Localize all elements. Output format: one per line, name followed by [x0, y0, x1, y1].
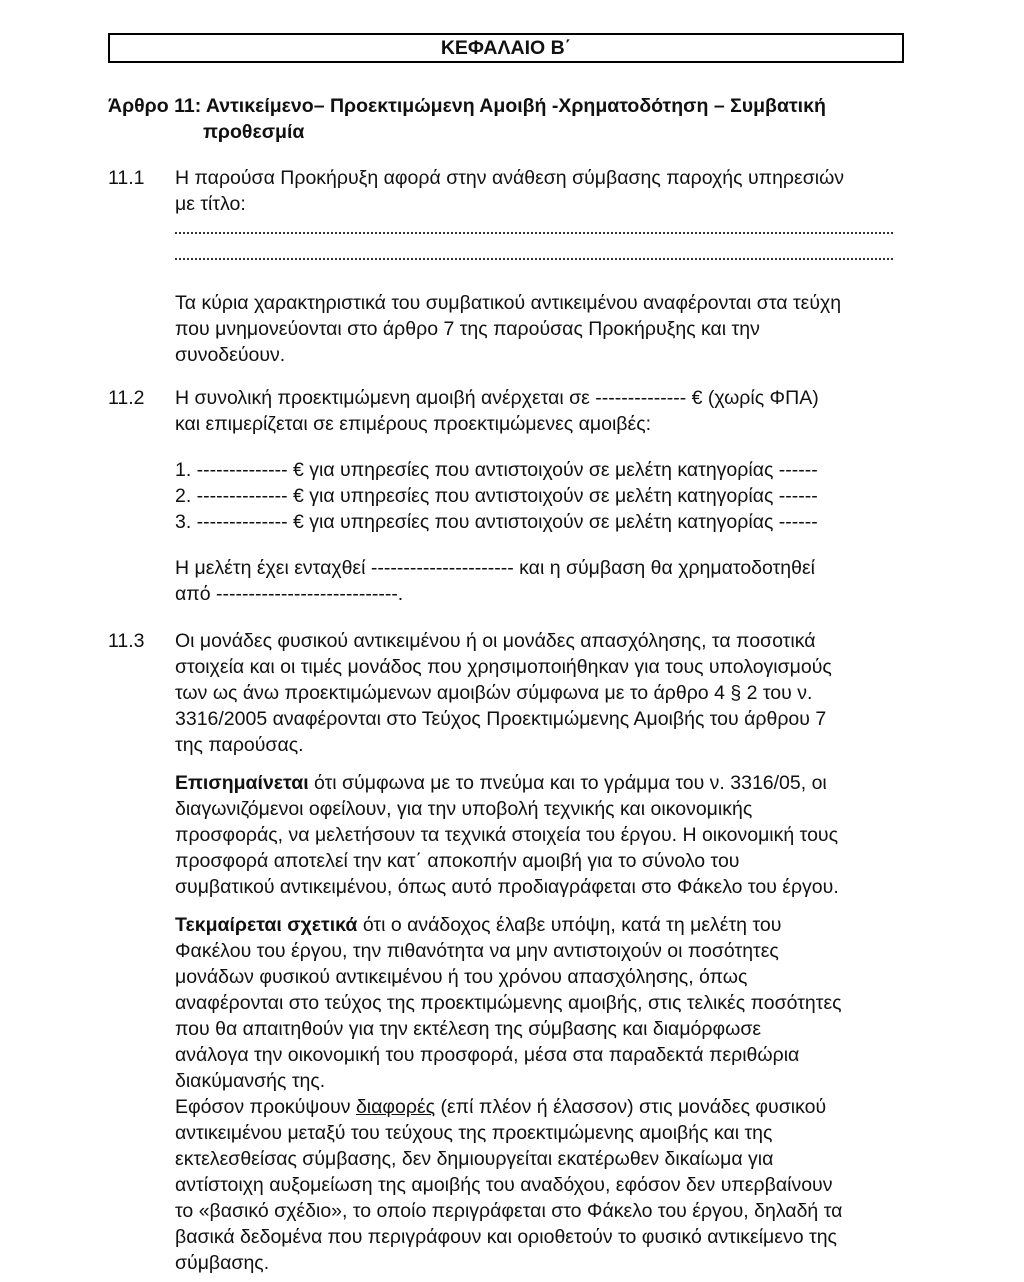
notice-paragraph-line-5: συμβατικού αντικειμένου, όπως αυτό προδιαγράφεται στο Φάκελο του έργου.	[175, 876, 839, 898]
section-11-3-line-1: Οι μονάδες φυσικού αντικειμένου ή οι μονάδες απασχόλησης, τα ποσοτικά	[175, 630, 816, 652]
section-11-1-paragraph-line-2	[175, 316, 905, 342]
notice-paragraph-line-3: προσφοράς, να μελετήσουν τα τεχνικά στοιχεία του έργου. Η οικονομική τους	[175, 824, 838, 846]
section-11-1-paragraph-line-1: Τα κύρια χαρακτηριστικά του συμβατικού αντικειμένου αναφέρονται στα τεύχη	[175, 292, 842, 314]
differences-paragraph-line-2: αντικειμένου μεταξύ του τεύχους της προεκτιμώμενης αμοιβής και της	[175, 1122, 773, 1144]
article-title-line-1: Άρθρο 11: Αντικείμενο– Προεκτιμώμενη Αμοιβή -Χρηματοδότηση – Συμβατική	[108, 95, 826, 117]
funding-line-2: από ----------------------------.	[175, 583, 404, 605]
differences-paragraph-line-4: αντίστοιχη αυξομείωση της αμοιβής του αναδόχου, εφόσον δεν υπερβαίνουν	[175, 1174, 833, 1196]
section-11-1-line-2: με τίτλο:	[175, 193, 246, 215]
title-dotted-line-2	[175, 258, 893, 260]
notice-paragraph-line-2: διαγωνιζόμενοι οφείλουν, για την υποβολή τεχνικής και οικονομικής	[175, 798, 753, 820]
article-title-line-2: προθεσμία	[203, 121, 305, 143]
text: (επί πλέον ή έλασσον) στις μονάδες φυσικού	[440, 1096, 827, 1118]
section-11-2-line-1: Η συνολική προεκτιμώμενη αμοιβή ανέρχεται σε -------------- € (χωρίς ΦΠΑ)	[175, 387, 819, 409]
text: Εφόσον προκύψουν	[175, 1096, 351, 1118]
text: ότι σύμφωνα με το πνεύμα και το γράμμα του ν. 3316/05, οι	[314, 772, 827, 794]
fee-item-3: 3. -------------- € για υπηρεσίες που αντιστοιχούν σε μελέτη κατηγορίας ------	[175, 511, 818, 533]
notice-paragraph-line-1	[175, 770, 827, 796]
differences-paragraph-line-3: εκτελεσθείσας σύμβασης, δεν δημιουργείται εκατέρωθεν δικαίωμα για	[175, 1148, 774, 1170]
presumption-paragraph-line-2: Φακέλου του έργου, την πιθανότητα να μην αντιστοιχούν οι ποσότητες	[175, 940, 779, 962]
section-11-3-line-2: στοιχεία και οι τιμές μονάδος που χρησιμοποιήθηκαν για τους υπολογισμούς	[175, 656, 832, 678]
presumption-paragraph-line-4: αναφέρονται στο τεύχος της προεκτιμώμενης αμοιβής, στις τελικές ποσότητες	[175, 992, 842, 1014]
differences-paragraph-line-1	[175, 1094, 826, 1120]
fee-item-2: 2. -------------- € για υπηρεσίες που αντιστοιχούν σε μελέτη κατηγορίας ------	[175, 485, 818, 507]
presumption-paragraph-line-7: διακύμανσής της.	[175, 1070, 326, 1092]
notice-bold-term: Επισημαίνεται	[175, 772, 309, 794]
section-11-3-line-3: των ως άνω προεκτιμώμενων αμοιβών σύμφωνα με το άρθρο 4 § 2 του ν.	[175, 682, 813, 704]
notice-paragraph-line-4: προσφορά αποτελεί την κατ΄ αποκοπήν αμοιβή για το σύνολο του	[175, 850, 740, 872]
section-number-11-2: 11.2	[108, 387, 145, 409]
differences-paragraph-line-7: σύμβασης.	[175, 1252, 270, 1274]
differences-paragraph-line-5: το «βασικό σχέδιο», το οποίο περιγράφεται στο Φάκελο του έργου, δηλαδή τα	[175, 1200, 843, 1222]
title-dotted-line-1	[175, 232, 893, 234]
presumption-paragraph-line-3: μονάδων φυσικού αντικειμένου ή του χρόνου απασχόλησης, όπως	[175, 966, 748, 988]
presumption-paragraph-line-1	[175, 912, 781, 938]
section-11-2-line-2: και επιμερίζεται σε επιμέρους προεκτιμώμενες αμοιβές:	[175, 413, 652, 435]
chapter-header-box	[108, 33, 904, 63]
section-number-11-1: 11.1	[108, 167, 145, 189]
section-11-3-line-5: της παρούσας.	[175, 734, 304, 756]
presumption-paragraph-line-6: ανάλογα την οικονομική του προσφορά, μέσα στα παραδεκτά περιθώρια	[175, 1044, 800, 1066]
funding-line-1: Η μελέτη έχει ενταχθεί ---------------------- και η σύμβαση θα χρηματοδοτηθεί	[175, 557, 816, 579]
section-11-3-line-4: 3316/2005 αναφέρονται στο Τεύχος Προεκτιμώμενης Αμοιβής του άρθρου 7	[175, 708, 827, 730]
fee-item-1: 1. -------------- € για υπηρεσίες που αντιστοιχούν σε μελέτη κατηγορίας ------	[175, 459, 818, 481]
section-11-1-line-1: Η παρούσα Προκήρυξη αφορά στην ανάθεση σύμβασης παροχής υπηρεσιών	[175, 167, 845, 189]
section-11-1-paragraph-line-3: συνοδεύουν.	[175, 344, 286, 366]
presumption-bold-term: Τεκμαίρεται σχετικά	[175, 914, 358, 936]
text: που μνημονεύονται στο άρθρο 7 της παρούσας Προκήρυξης και την	[175, 318, 760, 340]
differences-paragraph-line-6: βασικά δεδομένα που περιγράφουν και οριοθετούν το φυσικό αντικείμενο της	[175, 1226, 837, 1248]
text: ότι ο ανάδοχος έλαβε υπόψη, κατά τη μελέτη του	[362, 914, 782, 936]
underlined-term: διαφορές	[355, 1096, 436, 1118]
chapter-title: ΚΕΦΑΛΑΙΟ Β΄	[440, 37, 572, 59]
presumption-paragraph-line-5: που θα απαιτηθούν για την εκτέλεση της σύμβασης και διαμόρφωσε	[175, 1018, 762, 1040]
section-number-11-3: 11.3	[108, 630, 145, 652]
